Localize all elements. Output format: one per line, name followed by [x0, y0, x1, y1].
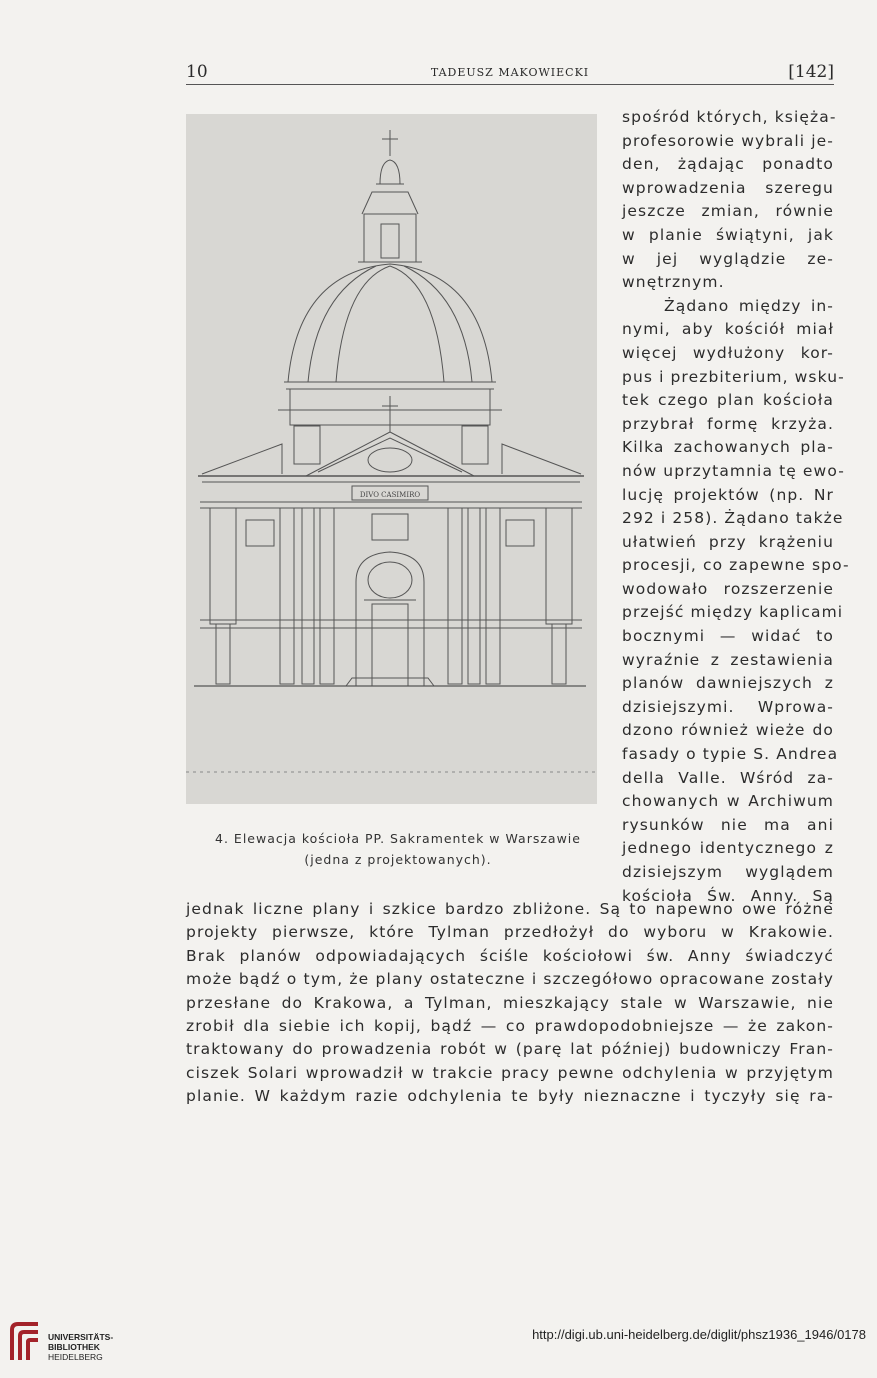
- text-line: Kilka zachowanych pla-: [622, 438, 834, 457]
- source-url[interactable]: http://digi.ub.uni-heidelberg.de/diglit/phsz1936_1946/0178: [532, 1327, 866, 1342]
- text-line: spośród których, księża-: [622, 108, 837, 126]
- page-number: 10: [186, 62, 208, 82]
- text-line: jednego identycznego z: [622, 839, 834, 858]
- running-header: [186, 62, 834, 85]
- original-page-number: [142]: [788, 62, 834, 82]
- text-line: fasady o typie S. Andrea: [622, 745, 839, 764]
- text-line: nymi, aby kościół miał: [622, 320, 834, 339]
- text-line: profesorowie wybrali je-: [622, 131, 834, 150]
- text-line: przejść między kaplicami: [622, 603, 844, 622]
- logo-text: BIBLIOTHEK: [48, 1342, 100, 1352]
- text-line: w jej wyglądzie ze-: [622, 249, 834, 268]
- text-line: rysunków nie ma ani: [622, 815, 834, 834]
- text-line: traktowany do prowadzenia robót w (parę lat później) budowniczy Fran-: [186, 1040, 834, 1059]
- text-line: jeszcze zmian, równie: [622, 202, 834, 221]
- text-line: 292 i 258). Żądano także: [622, 509, 844, 528]
- text-line: przybrał formę krzyża.: [622, 414, 834, 433]
- text-line: wnętrznym.: [622, 273, 725, 292]
- logo-text: HEIDELBERG: [48, 1352, 103, 1362]
- text-line: procesji, co zapewne spo-: [622, 556, 850, 575]
- text-line: planów dawniejszych z: [622, 674, 834, 693]
- text-line: wodowało rozszerzenie: [622, 579, 834, 598]
- text-line: kościoła Św. Anny. Są: [622, 886, 834, 905]
- text-line: ułatwień przy krążeniu: [622, 532, 834, 551]
- library-emblem-icon: [8, 1322, 42, 1362]
- right-text-column: [622, 106, 850, 908]
- text-line: wyraźnie z zestawienia: [622, 650, 834, 669]
- church-elevation-drawing: [186, 114, 597, 804]
- text-line: planie. W każdym razie odchylenia te były nieznaczne i tyczyły się ra-: [186, 1087, 834, 1106]
- text-line: zrobił dla siebie ich kopij, bądź — co prawdopodobniejsze — że zakon-: [186, 1016, 834, 1035]
- text-line: della Valle. Wśród za-: [622, 768, 834, 787]
- caption-line: (jedna z projektowanych).: [304, 852, 492, 867]
- text-line: tek czego plan kościoła: [622, 391, 834, 410]
- text-line: lucję projektów (np. Nr: [622, 485, 834, 504]
- text-line: pus i prezbiterium, wsku-: [622, 367, 845, 386]
- text-line: wprowadzenia szeregu: [622, 178, 834, 197]
- text-line: dzisiejszym wyglądem: [622, 863, 834, 881]
- text-line: więcej wydłużony kor-: [622, 343, 834, 362]
- portal-inscription: DIVO CASIMIRO: [359, 491, 421, 499]
- text-line: bocznymi — widać to: [622, 627, 834, 646]
- text-line: projekty pierwsze, które Tylman przedłożył do wyboru w Krakowie.: [186, 923, 834, 942]
- figure-caption: [186, 828, 610, 870]
- text-line: Żądano między in-: [664, 296, 834, 315]
- text-line: dzisiejszymi. Wprowa-: [622, 697, 834, 716]
- text-line: chowanych w Archiwum: [622, 792, 834, 811]
- full-width-paragraph: [186, 898, 834, 1109]
- text-line: w planie świątyni, jak: [622, 225, 834, 244]
- text-line: den, żądając ponadto: [622, 155, 834, 174]
- text-line: ciszek Solari wprowadził w trakcie pracy pewne odchylenia w przyjętym: [186, 1063, 834, 1082]
- text-line: dzono również wieże do: [622, 721, 834, 740]
- running-author: TADEUSZ MAKOWIECKI: [430, 66, 590, 79]
- logo-text: UNIVERSITÄTS-: [48, 1332, 114, 1342]
- text-line: przesłane do Krakowa, a Tylman, mieszkający stale w Warszawie, nie: [186, 993, 834, 1012]
- text-line: nów uprzytamnia tę ewo-: [622, 461, 845, 480]
- text-line: jednak liczne plany i szkice bardzo zbliżone. Są to napewno owe różne: [186, 900, 834, 918]
- text-line: Brak planów odpowiadających ściśle kościołowi św. Anny świadczyć: [186, 946, 834, 965]
- text-line: może bądź o tym, że plany ostateczne i szczegółowo opracowane zostały: [186, 970, 834, 989]
- caption-line: 4. Elewacja kościoła PP. Sakramentek w Warszawie: [215, 831, 581, 846]
- library-logo[interactable]: [8, 1322, 118, 1370]
